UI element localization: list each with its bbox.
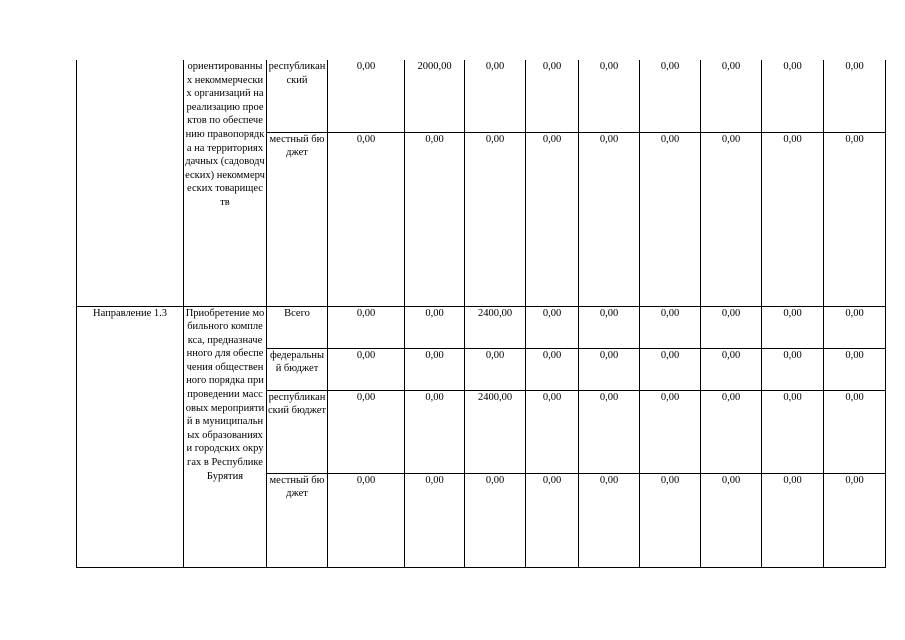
value-cell: 0,00: [465, 132, 526, 306]
value-cell: 0,00: [405, 473, 465, 567]
value-cell: 0,00: [579, 348, 640, 390]
value-cell: 0,00: [701, 348, 762, 390]
funding-source-cell: республиканский бюджет: [267, 390, 328, 473]
value-cell: 2000,00: [405, 60, 465, 132]
value-cell: 0,00: [640, 348, 701, 390]
value-cell: 0,00: [405, 390, 465, 473]
value-cell: 0,00: [640, 306, 701, 348]
value-cell: 0,00: [465, 60, 526, 132]
value-cell: 0,00: [701, 132, 762, 306]
value-cell: 0,00: [762, 473, 824, 567]
value-cell: 0,00: [762, 60, 824, 132]
value-cell: 2400,00: [465, 306, 526, 348]
table-row: [77, 60, 886, 132]
value-cell: 0,00: [762, 306, 824, 348]
value-cell: 0,00: [328, 132, 405, 306]
value-cell: 0,00: [465, 348, 526, 390]
budget-table: [76, 60, 886, 568]
direction-cell: Направление 1.3: [77, 306, 184, 567]
funding-source-cell: федеральный бюджет: [267, 348, 328, 390]
value-cell: 0,00: [465, 473, 526, 567]
value-cell: 0,00: [328, 473, 405, 567]
value-cell: 0,00: [579, 60, 640, 132]
value-cell: 0,00: [640, 60, 701, 132]
value-cell: 0,00: [701, 306, 762, 348]
value-cell: 0,00: [579, 473, 640, 567]
value-cell: 0,00: [701, 473, 762, 567]
value-cell: 0,00: [701, 60, 762, 132]
funding-source-cell: республиканский: [267, 60, 328, 132]
value-cell: 0,00: [824, 390, 886, 473]
value-cell: 0,00: [405, 306, 465, 348]
funding-source-cell: местный бюджет: [267, 473, 328, 567]
value-cell: 0,00: [824, 306, 886, 348]
direction-cell: [77, 60, 184, 306]
value-cell: 0,00: [526, 348, 579, 390]
value-cell: 0,00: [328, 306, 405, 348]
value-cell: 0,00: [526, 306, 579, 348]
value-cell: 0,00: [526, 390, 579, 473]
value-cell: 0,00: [579, 306, 640, 348]
funding-source-cell: Всего: [267, 306, 328, 348]
value-cell: 0,00: [579, 390, 640, 473]
value-cell: 0,00: [824, 60, 886, 132]
value-cell: 0,00: [328, 60, 405, 132]
value-cell: 0,00: [526, 60, 579, 132]
value-cell: 0,00: [526, 132, 579, 306]
measure-name-cell: ориентированных некоммерческих организаций на реализацию проектов по обеспечению правопорядка на территориях дачных (садоводческих) некоммерческих товариществ: [184, 60, 267, 306]
value-cell: 0,00: [762, 390, 824, 473]
value-cell: 0,00: [762, 348, 824, 390]
value-cell: 0,00: [579, 132, 640, 306]
value-cell: 0,00: [824, 473, 886, 567]
value-cell: 0,00: [701, 390, 762, 473]
value-cell: 0,00: [640, 132, 701, 306]
value-cell: 2400,00: [465, 390, 526, 473]
value-cell: 0,00: [824, 132, 886, 306]
table-row: [77, 306, 886, 348]
value-cell: 0,00: [640, 473, 701, 567]
value-cell: 0,00: [640, 390, 701, 473]
measure-name-cell: Приобретение мобильного комплекса, предназначенного для обеспечения общественного порядка при проведении массовых мероприятий в муниципальных образованиях и городских округах в Республике Бурятия: [184, 306, 267, 567]
value-cell: 0,00: [762, 132, 824, 306]
funding-source-cell: местный бюджет: [267, 132, 328, 306]
value-cell: 0,00: [328, 390, 405, 473]
value-cell: 0,00: [824, 348, 886, 390]
value-cell: 0,00: [405, 348, 465, 390]
value-cell: 0,00: [328, 348, 405, 390]
value-cell: 0,00: [526, 473, 579, 567]
value-cell: 0,00: [405, 132, 465, 306]
